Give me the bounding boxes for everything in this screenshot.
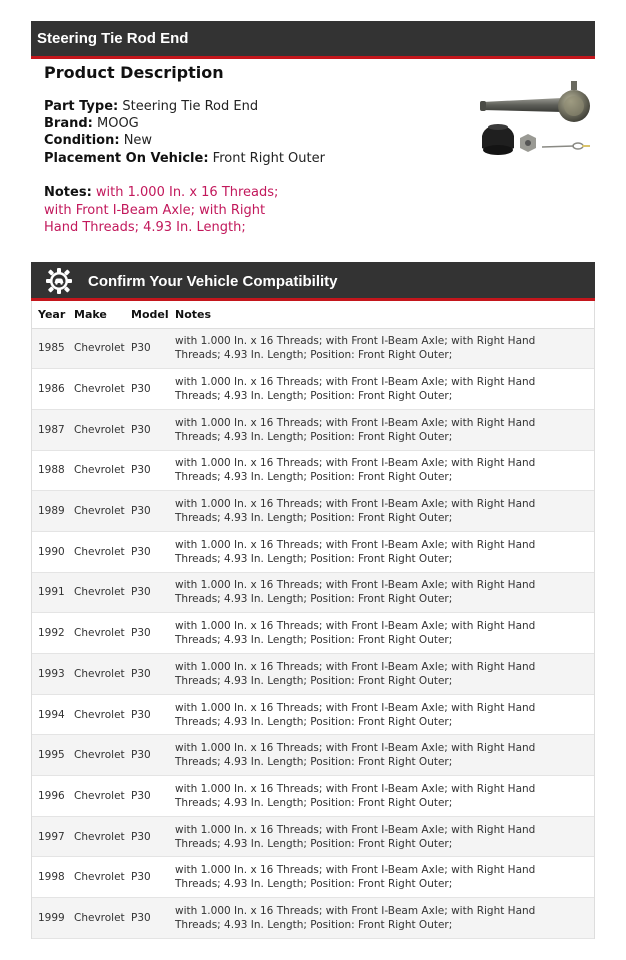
- cell-year: 1986: [32, 369, 74, 410]
- cell-make: Chevrolet: [74, 491, 131, 532]
- table-header-row: [32, 301, 594, 328]
- table-row: [32, 654, 594, 695]
- table-row: [32, 816, 594, 857]
- table-row: [32, 450, 594, 491]
- compatibility-table-container: [31, 301, 595, 939]
- compatibility-title: Confirm Your Vehicle Compatibility: [88, 273, 338, 290]
- cell-make: Chevrolet: [74, 776, 131, 817]
- product-notes: [44, 184, 294, 237]
- cell-make: Chevrolet: [74, 328, 131, 369]
- cell-year: 1987: [32, 409, 74, 450]
- cell-notes: with 1.000 In. x 16 Threads; with Front I-Beam Axle; with Right Hand Threads; 4.93 In. Length; Position: Front Right Outer;: [175, 572, 594, 613]
- cell-year: 1996: [32, 776, 74, 817]
- spec-label: Brand:: [44, 116, 93, 131]
- column-header-make: Make: [74, 301, 131, 328]
- spec-placement: [44, 150, 325, 167]
- cell-notes: with 1.000 In. x 16 Threads; with Front I-Beam Axle; with Right Hand Threads; 4.93 In. Length; Position: Front Right Outer;: [175, 328, 594, 369]
- cell-model: P30: [131, 898, 175, 939]
- notes-value: with 1.000 In. x 16 Threads; with Front I-Beam Axle; with Right Hand Threads; 4.93 In. Length;: [44, 185, 279, 235]
- tie-rod-end-image: [474, 76, 594, 168]
- cell-notes: with 1.000 In. x 16 Threads; with Front I-Beam Axle; with Right Hand Threads; 4.93 In. Length; Position: Front Right Outer;: [175, 409, 594, 450]
- notes-label: Notes:: [44, 185, 92, 200]
- spec-brand: [44, 115, 139, 132]
- cell-model: P30: [131, 735, 175, 776]
- cell-make: Chevrolet: [74, 613, 131, 654]
- column-header-model: Model: [131, 301, 175, 328]
- cell-year: 1990: [32, 531, 74, 572]
- spec-value: Front Right Outer: [212, 151, 325, 166]
- cell-year: 1991: [32, 572, 74, 613]
- cell-model: P30: [131, 816, 175, 857]
- cell-model: P30: [131, 491, 175, 532]
- cell-year: 1995: [32, 735, 74, 776]
- cell-year: 1988: [32, 450, 74, 491]
- spec-condition: [44, 132, 152, 149]
- product-title: Steering Tie Rod End: [37, 30, 189, 47]
- cell-model: P30: [131, 328, 175, 369]
- product-description-heading: Product Description: [44, 63, 224, 82]
- table-row: [32, 694, 594, 735]
- cell-notes: with 1.000 In. x 16 Threads; with Front I-Beam Axle; with Right Hand Threads; 4.93 In. Length; Position: Front Right Outer;: [175, 491, 594, 532]
- spec-value: New: [123, 133, 153, 148]
- table-row: [32, 776, 594, 817]
- cell-make: Chevrolet: [74, 450, 131, 491]
- cell-model: P30: [131, 369, 175, 410]
- table-row: [32, 369, 594, 410]
- cell-model: P30: [131, 776, 175, 817]
- cell-notes: with 1.000 In. x 16 Threads; with Front I-Beam Axle; with Right Hand Threads; 4.93 In. Length; Position: Front Right Outer;: [175, 776, 594, 817]
- product-title-bar: [31, 21, 595, 59]
- table-row: [32, 409, 594, 450]
- cell-notes: with 1.000 In. x 16 Threads; with Front I-Beam Axle; with Right Hand Threads; 4.93 In. Length; Position: Front Right Outer;: [175, 857, 594, 898]
- cell-year: 1994: [32, 694, 74, 735]
- cell-make: Chevrolet: [74, 816, 131, 857]
- cell-notes: with 1.000 In. x 16 Threads; with Front I-Beam Axle; with Right Hand Threads; 4.93 In. Length; Position: Front Right Outer;: [175, 531, 594, 572]
- cell-model: P30: [131, 857, 175, 898]
- gear-car-icon: [45, 267, 73, 295]
- cell-make: Chevrolet: [74, 898, 131, 939]
- spec-part-type: [44, 98, 258, 115]
- cell-make: Chevrolet: [74, 857, 131, 898]
- cell-make: Chevrolet: [74, 572, 131, 613]
- spec-value: MOOG: [97, 116, 139, 131]
- cell-make: Chevrolet: [74, 694, 131, 735]
- cell-make: Chevrolet: [74, 531, 131, 572]
- cell-notes: with 1.000 In. x 16 Threads; with Front I-Beam Axle; with Right Hand Threads; 4.93 In. Length; Position: Front Right Outer;: [175, 613, 594, 654]
- spec-label: Part Type:: [44, 99, 119, 114]
- cell-year: 1998: [32, 857, 74, 898]
- cell-model: P30: [131, 572, 175, 613]
- cell-notes: with 1.000 In. x 16 Threads; with Front I-Beam Axle; with Right Hand Threads; 4.93 In. Length; Position: Front Right Outer;: [175, 694, 594, 735]
- column-header-year: Year: [32, 301, 74, 328]
- spec-label: Condition:: [44, 133, 120, 148]
- cell-notes: with 1.000 In. x 16 Threads; with Front I-Beam Axle; with Right Hand Threads; 4.93 In. Length; Position: Front Right Outer;: [175, 816, 594, 857]
- table-row: [32, 572, 594, 613]
- spec-label: Placement On Vehicle:: [44, 151, 209, 166]
- cell-make: Chevrolet: [74, 409, 131, 450]
- table-row: [32, 328, 594, 369]
- cell-notes: with 1.000 In. x 16 Threads; with Front I-Beam Axle; with Right Hand Threads; 4.93 In. Length; Position: Front Right Outer;: [175, 654, 594, 695]
- cell-year: 1999: [32, 898, 74, 939]
- cell-make: Chevrolet: [74, 369, 131, 410]
- cell-model: P30: [131, 694, 175, 735]
- table-row: [32, 613, 594, 654]
- table-row: [32, 857, 594, 898]
- column-header-notes: Notes: [175, 301, 594, 328]
- cell-model: P30: [131, 654, 175, 695]
- compatibility-header-bar: [31, 262, 595, 301]
- cell-notes: with 1.000 In. x 16 Threads; with Front I-Beam Axle; with Right Hand Threads; 4.93 In. Length; Position: Front Right Outer;: [175, 369, 594, 410]
- table-row: [32, 735, 594, 776]
- cell-year: 1985: [32, 328, 74, 369]
- cell-model: P30: [131, 450, 175, 491]
- compatibility-table: [32, 301, 594, 939]
- cell-model: P30: [131, 409, 175, 450]
- cell-year: 1993: [32, 654, 74, 695]
- table-row: [32, 491, 594, 532]
- cell-model: P30: [131, 531, 175, 572]
- cell-year: 1992: [32, 613, 74, 654]
- cell-make: Chevrolet: [74, 735, 131, 776]
- cell-notes: with 1.000 In. x 16 Threads; with Front I-Beam Axle; with Right Hand Threads; 4.93 In. Length; Position: Front Right Outer;: [175, 450, 594, 491]
- cell-notes: with 1.000 In. x 16 Threads; with Front I-Beam Axle; with Right Hand Threads; 4.93 In. Length; Position: Front Right Outer;: [175, 735, 594, 776]
- table-row: [32, 898, 594, 939]
- cell-model: P30: [131, 613, 175, 654]
- cell-notes: with 1.000 In. x 16 Threads; with Front I-Beam Axle; with Right Hand Threads; 4.93 In. Length; Position: Front Right Outer;: [175, 898, 594, 939]
- cell-make: Chevrolet: [74, 654, 131, 695]
- cell-year: 1989: [32, 491, 74, 532]
- cell-year: 1997: [32, 816, 74, 857]
- spec-value: Steering Tie Rod End: [122, 99, 259, 114]
- table-row: [32, 531, 594, 572]
